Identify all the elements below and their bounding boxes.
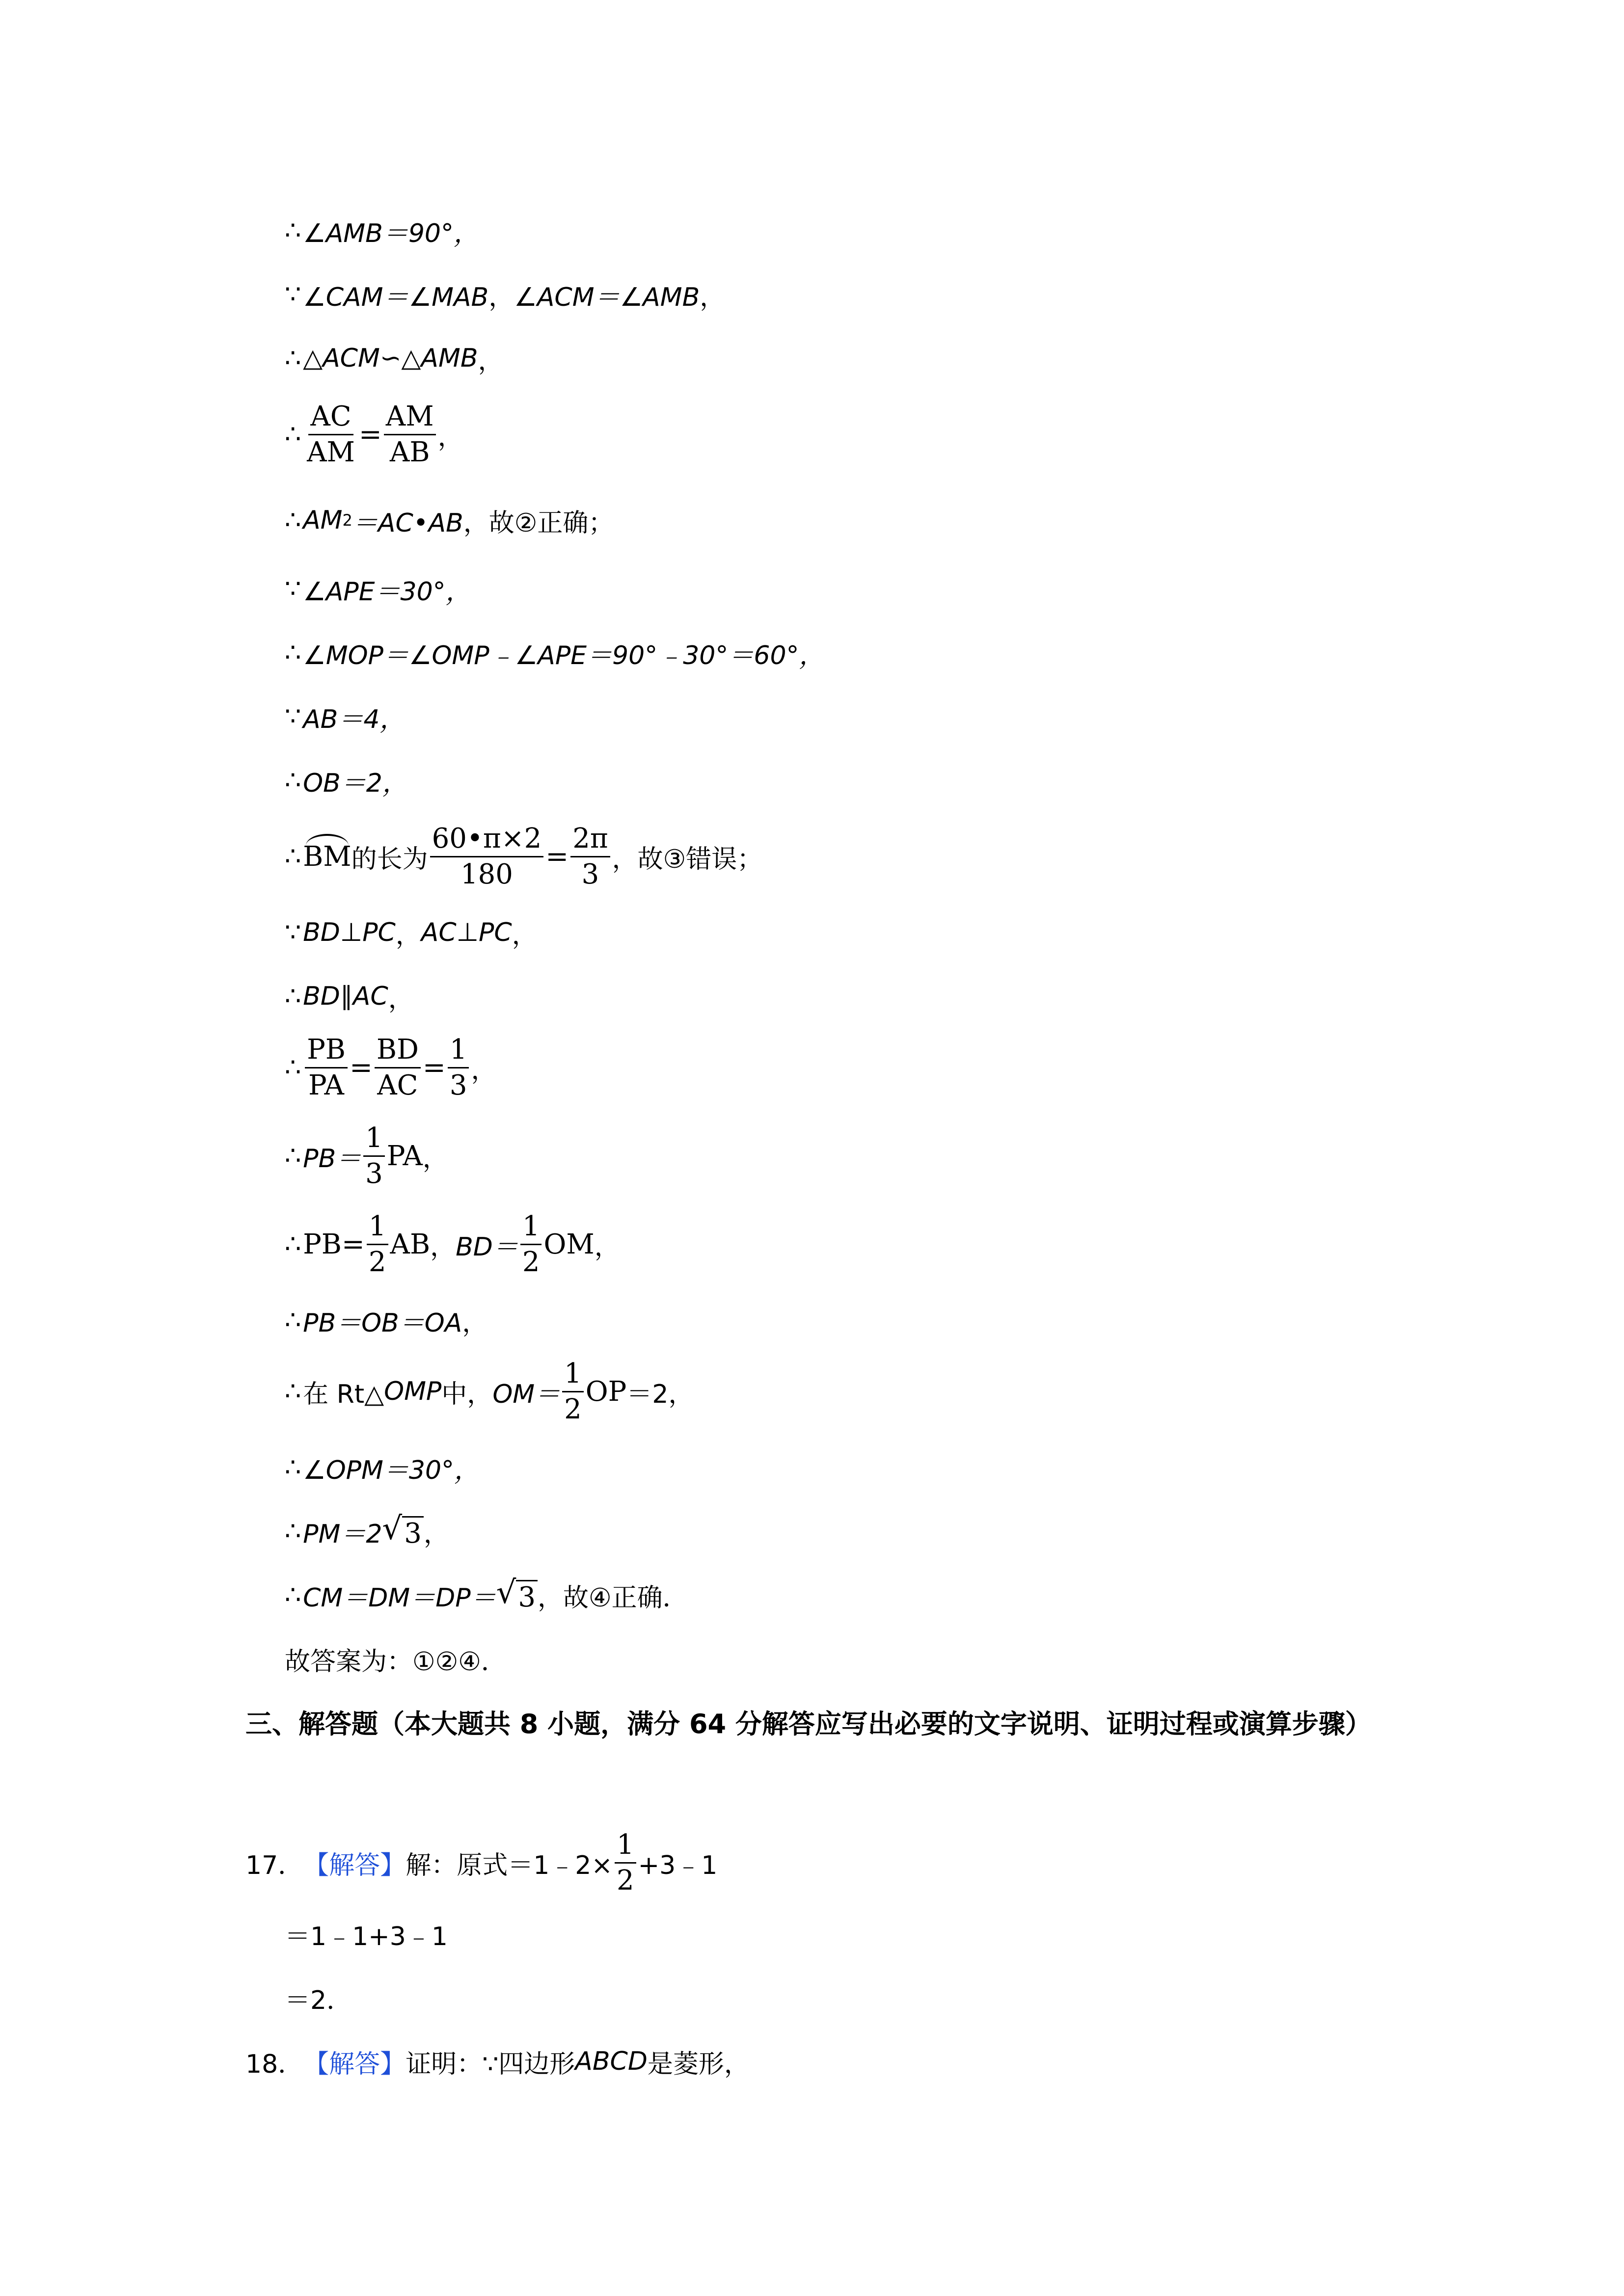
answer-tag: 【解答】 [303,2049,406,2079]
radicand: 3 [402,1516,424,1549]
solution-line-8 [285,687,405,746]
solution-line-7 [285,623,825,682]
expression-prefix: 解：原式＝1﹣2× [406,1850,613,1880]
therefore-symbol: ∴ [285,842,301,871]
fraction-one-half [615,1830,636,1896]
rhs-d: OM [543,1228,595,1260]
triangle-name: OMP [384,1377,442,1406]
fraction-one-third [448,1035,469,1100]
line-text: ∠AMB＝90°， [303,218,479,248]
solution-line-20 [285,1566,688,1625]
line-text: OB＝2， [303,768,408,798]
denominator: 2 [368,1246,386,1278]
conclusion: ，故②正确； [463,508,614,538]
therefore-symbol: ∴ [285,1517,301,1546]
exponent: 2 [342,511,352,530]
q17-line-1 [245,1826,717,1899]
because-symbol: ∵ [285,918,301,947]
fraction-pb-pa [305,1035,348,1100]
fraction-arc-formula [430,824,544,889]
denominator: 3 [449,1069,467,1101]
line-end: ， [512,920,538,950]
fraction-one-half [367,1211,388,1277]
denominator: AC [377,1069,418,1101]
proof-suffix: 是菱形， [647,2049,750,2079]
line-text: BD∥AC [303,982,388,1011]
numerator: 1 [520,1211,542,1245]
fraction-am-ab [384,401,436,467]
line-text-a: BD⊥PC [303,918,396,947]
step-1: ＝1﹣1+3﹣1 [285,1922,448,1951]
line-end: ， [388,984,414,1014]
solution-line-10 [285,820,762,893]
numerator: 60•π×2 [430,824,544,857]
separator: ， [430,1232,456,1262]
lhs: PM＝2 [303,1519,382,1549]
therefore-symbol: ∴ [285,1141,301,1171]
denominator: 2 [522,1246,540,1278]
tail: ＝2， [626,1379,694,1409]
lhs: PB＝ [303,1144,362,1174]
line-end: ， [462,1308,488,1338]
solution-line-1 [285,201,479,260]
because-symbol: ∵ [285,280,301,309]
line-text-a: ∠CAM＝∠MAB [303,282,489,312]
fraction-bd-ac [375,1035,421,1100]
expression-suffix: +3﹣1 [638,1850,718,1880]
numerator: 1 [562,1359,584,1392]
denominator: 3 [365,1157,383,1190]
conclusion: ，故④正确． [538,1583,688,1613]
radical-sign: √ [382,1511,403,1547]
numerator: AM [384,401,436,435]
denominator: 2 [616,1864,634,1896]
therefore-symbol: ∴ [285,1377,301,1406]
line-text: ∠MOP＝∠OMP﹣∠APE＝90°﹣30°＝60°， [303,641,825,670]
solution-line-5 [285,491,614,550]
mid-text: 中， [441,1379,493,1409]
fraction-one-third [363,1123,385,1189]
solution-line-3 [285,329,504,388]
line-end: ， [471,1055,497,1085]
therefore-symbol: ∴ [285,216,301,245]
lhs-c: BD＝ [456,1232,518,1262]
question-number: 18． [245,2049,304,2079]
denominator: 3 [581,858,599,890]
solution-line-6 [285,560,471,618]
op-term: OP [585,1375,627,1408]
separator: ， [395,920,421,950]
denominator: 2 [564,1393,582,1425]
denominator: PA [308,1069,344,1101]
therefore-symbol: ∴ [285,1229,301,1259]
therefore-symbol: ∴ [285,1053,301,1082]
solution-line-17 [285,1355,694,1428]
solution-line-13 [285,1031,497,1104]
shape-name: ABCD [575,2047,648,2076]
fraction-one-half [520,1211,542,1277]
denominator: 180 [460,858,513,890]
q18-line-1 [245,2032,750,2091]
line-text: △ACM∽△AMB [303,344,478,373]
rhs: ＝AC•AB [352,508,463,538]
solution-line-11 [285,903,538,962]
denominator: AB [389,436,430,468]
step-2: ＝2． [285,1985,352,2015]
line-end: ， [478,346,504,376]
q17-line-2 [285,1904,448,1963]
because-symbol: ∵ [285,574,301,604]
numerator: 2π [570,824,610,857]
separator: ， [488,282,514,312]
lhs-a: PB= [303,1228,365,1260]
lhs: CM＝DM＝DP＝ [303,1583,496,1613]
rhs: PA [386,1140,423,1172]
numerator: 1 [448,1035,469,1068]
numerator: AC [308,401,353,435]
line-text-b: ∠ACM＝∠AMB [514,282,700,312]
therefore-symbol: ∴ [285,1580,301,1610]
denominator: AM [307,436,355,468]
equals-sign: = [545,840,569,873]
numerator: PB [305,1035,348,1068]
question-number: 17． [245,1850,304,1880]
line-text-b: AC⊥PC [421,918,512,947]
q17-line-3 [285,1968,352,2027]
radical-sign: √ [496,1575,516,1611]
arc-length-label: 的长为 [351,844,428,874]
fraction-one-half [562,1359,584,1424]
answer-line [285,1629,507,1688]
radicand: 3 [516,1580,538,1613]
fraction-result [570,824,610,889]
om-lhs: OM＝ [492,1379,561,1409]
solution-line-15 [285,1207,620,1281]
rhs-b: AB [390,1228,431,1260]
therefore-symbol: ∴ [285,1453,301,1482]
numerator: 1 [363,1123,385,1157]
line-text: PB＝OB＝OA [303,1308,462,1338]
numerator: 1 [367,1211,388,1245]
solution-line-4 [285,398,463,471]
proof-prefix: 证明：∵四边形 [406,2049,575,2079]
answer-tag: 【解答】 [303,1850,406,1880]
line-text: ∠APE＝30°， [303,577,471,607]
therefore-symbol: ∴ [285,344,301,373]
therefore-symbol: ∴ [285,506,301,535]
solution-line-12 [285,967,414,1026]
prefix: 在 Rt△ [303,1379,384,1409]
therefore-symbol: ∴ [285,638,301,667]
square-root [496,1577,538,1613]
equals-sign: = [422,1051,446,1084]
solution-line-2 [285,265,725,324]
therefore-symbol: ∴ [285,766,301,795]
line-end: ， [437,422,463,452]
line-text: ∠OPM＝30°， [303,1455,480,1485]
numerator: 1 [615,1830,636,1864]
square-root [382,1513,423,1549]
solution-line-19 [285,1502,449,1561]
solution-line-14 [285,1119,448,1193]
solution-line-9 [285,751,408,810]
line-end: ， [700,282,726,312]
section-heading: 三、解答题（本大题共 8 小题，满分 64 分解答应写出必要的文字说明、证明过程或演算步骤） [245,1709,1372,1739]
equals-sign: = [349,1051,373,1084]
lhs: AM [303,506,343,535]
line-end: ， [594,1232,620,1262]
arc-bm: BM [303,840,352,873]
therefore-symbol: ∴ [285,1306,301,1335]
fraction-ac-am [305,401,357,467]
because-symbol: ∵ [285,702,301,731]
therefore-symbol: ∴ [285,420,301,449]
numerator: BD [375,1035,421,1068]
therefore-symbol: ∴ [285,982,301,1011]
solution-line-18 [285,1438,480,1497]
line-text: AB＝4， [303,704,406,734]
solution-line-16 [285,1291,487,1350]
final-answer: 故答案为：①②④． [285,1647,507,1677]
conclusion: ，故③错误； [612,844,763,874]
line-end: ， [422,1144,448,1174]
equals-sign: = [358,418,382,451]
line-end: ， [423,1519,449,1549]
